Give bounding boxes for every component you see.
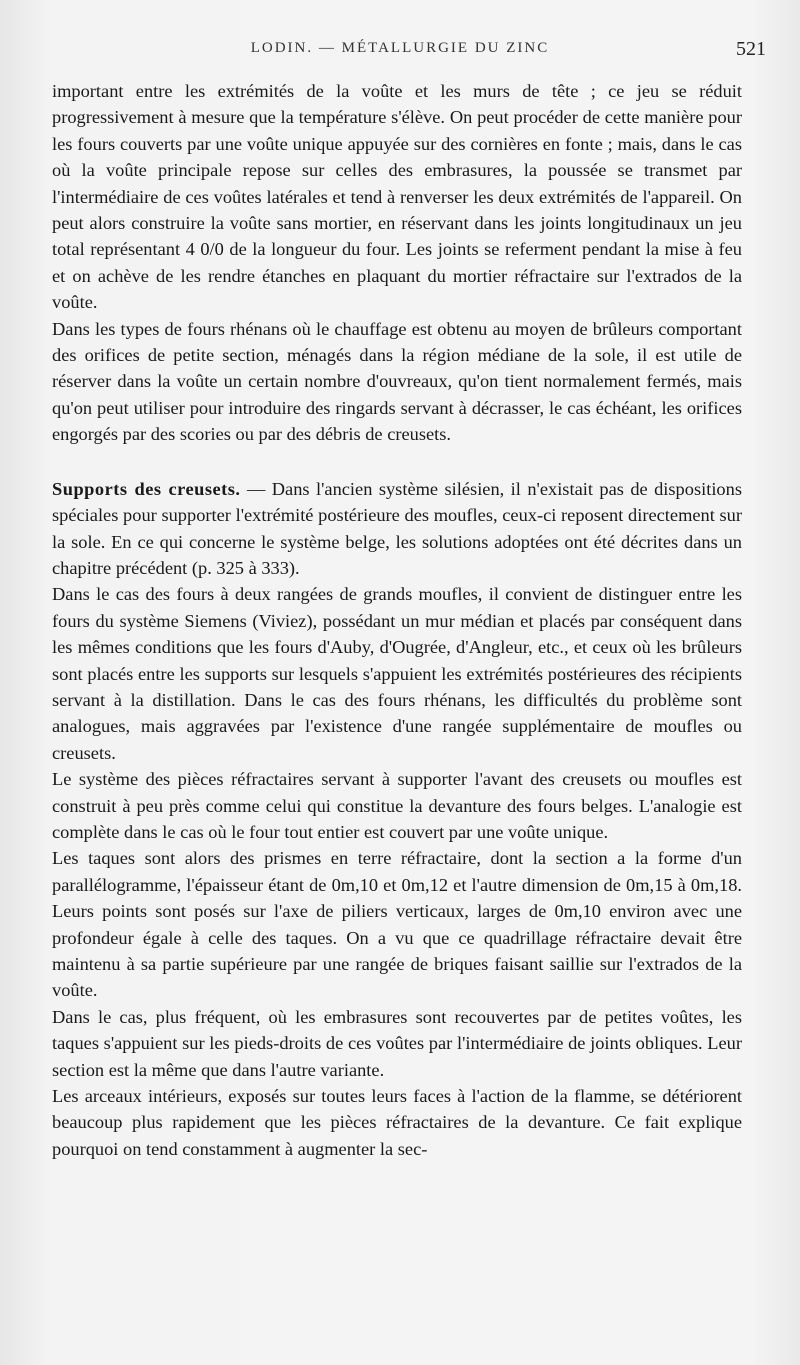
paragraph: Dans le cas, plus fréquent, où les embrasures sont recouvertes par de petites voûtes, les taques s'appuient sur les pieds-droits de ces voûtes par l'intermédiaire de joints obliques. Leur section est la même que dans l'autre variante. — [52, 1006, 742, 1080]
page-header — [0, 40, 800, 68]
paragraph: Dans les types de fours rhénans où le chauffage est obtenu au moyen de brûleurs comportant des orifices de petite section, ménagés dans la région médiane de la sole, il est utile de réserver dans la voûte un certain nombre d'ouvreaux, qu'on tient normalement fermés, mais qu'on peut utiliser pour introduire des ringards servant à décrasser, le cas échéant, les orifices engorgés par des scories ou par des débris de creusets. — [52, 318, 742, 445]
page-number: 521 — [736, 38, 766, 60]
running-title: LODIN. — MÉTALLURGIE DU ZINC — [250, 40, 550, 56]
paragraph: Dans le cas des fours à deux rangées de grands moufles, il convient de distinguer entre les fours du système Siemens (Viviez), possédant un mur médian et placés par conséquent dans les mêmes conditions que les fours d'Auby, d'Ougrée, d'Angleur, etc., et ceux où les brûleurs sont placés entre les supports sur lesquels s'appuient les extrémités postérieures des récipients servant à la distillation. Dans le cas des fours rhénans, les difficultés du problème sont analogues, mais aggravées par l'existence d'une rangée supplémentaire de moufles ou creusets. — [52, 584, 742, 763]
paragraph: important entre les extrémités de la voûte et les murs de tête ; ce jeu se réduit progressivement à mesure que la température s'élève. On peut procéder de cette manière pour les fours couverts par une voûte unique appuyée sur des cornières en fonte ; mais, dans le cas où la voûte principale repose sur celles des embrasures, la poussée se transmet par l'intermédiaire de ces voûtes latérales et tend à renverser les deux extrémités de l'appareil. On peut alors construire la voûte sans mortier, en réservant dans les joints longitudinaux un jeu total représentant 4 0/0 de la longueur du four. Les joints se referment pendant la mise à feu et on achève de les rendre étanches en plaquant du mortier réfractaire sur l'extrados de la voûte. — [52, 81, 742, 313]
paragraph: Les arceaux intérieurs, exposés sur toutes leurs faces à l'action de la flamme, se détériorent beaucoup plus rapidement que les pièces réfractaires de la devanture. Ce fait explique pourquoi on tend constamment à augmenter la sec- — [52, 1086, 742, 1159]
paragraph: Les taques sont alors des prismes en terre réfractaire, dont la section a la forme d'un parallélogramme, l'épaisseur étant de 0m,10 et 0m,12 et l'autre dimension de 0m,15 à 0m,18. Leurs points sont posés sur l'axe de piliers verticaux, larges de 0m,10 environ avec une profondeur égale à celle des taques. On a vu que ce quadrillage réfractaire devait être maintenu à sa partie supérieure par une rangée de briques faisant saillie sur l'extrados de la voûte. — [52, 848, 742, 1001]
section-heading: Supports des creusets. — [52, 478, 241, 499]
section-spacer — [52, 448, 742, 476]
paragraph-text: — Dans l'ancien système silésien, il n'existait pas de dispositions spéciales pour supporter l'extrémité postérieure des moufles, ceux-ci reposent directement sur la sole. En ce qui concerne le système belge, les solutions adoptées ont été décrites dans un chapitre précédent (p. 325 à 333). — [52, 478, 742, 578]
paragraph: Le système des pièces réfractaires servant à supporter l'avant des creusets ou moufles est construit à peu près comme celui qui constitue la devanture des fours belges. L'analogie est complète dans le cas où le four tout entier est couvert par une voûte unique. — [52, 769, 742, 842]
paragraph — [52, 476, 742, 582]
page-body — [52, 78, 742, 1162]
